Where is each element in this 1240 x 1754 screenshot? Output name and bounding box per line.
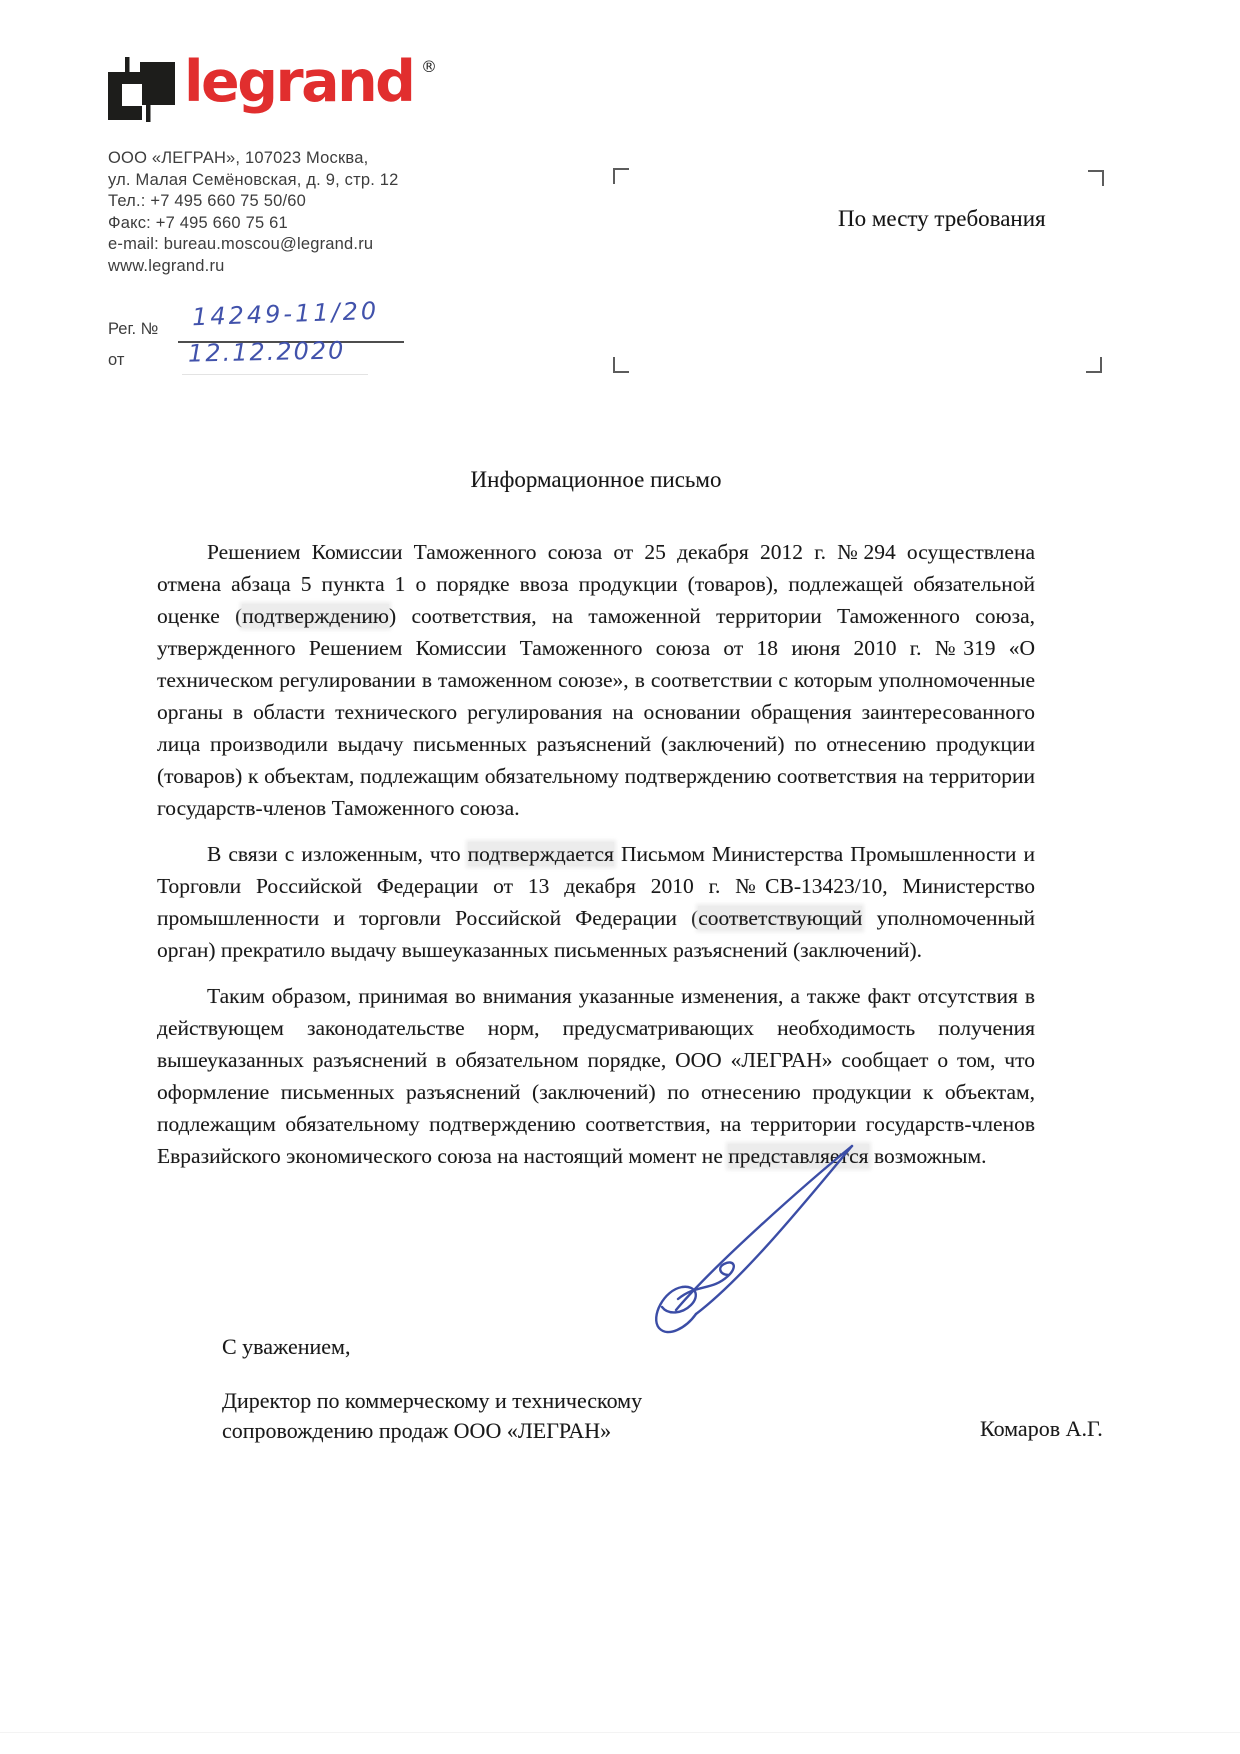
- signer-job-title: [222, 1386, 642, 1446]
- contact-line: ул. Малая Семёновская, д. 9, стр. 12: [108, 170, 399, 189]
- contact-line: Факс: +7 495 660 75 61: [108, 213, 288, 232]
- registered-trademark-symbol: ®: [421, 57, 437, 76]
- reg-number-label: Рег. №: [108, 320, 159, 338]
- date-underline: [182, 374, 368, 375]
- signer-name: Комаров А.Г.: [980, 1416, 1103, 1441]
- handwritten-signature-ink: [638, 1138, 878, 1343]
- contact-line: www.legrand.ru: [108, 256, 225, 275]
- legrand-logo-mark-icon: [108, 54, 175, 127]
- legrand-wordmark: legrand: [184, 49, 414, 115]
- recipient-text: По месту требования: [838, 206, 1046, 231]
- scan-edge-artifact: [0, 1732, 1240, 1733]
- reg-number-handwritten-value: 14249-11/20: [191, 296, 380, 332]
- signer-job-title-line1: Директор по коммерческому и техническому: [222, 1388, 643, 1413]
- date-label: от: [108, 351, 125, 369]
- letter-body: [157, 536, 1035, 1186]
- contact-line: ООО «ЛЕГРАН», 107023 Москва,: [108, 149, 369, 167]
- address-corner-mark-top-right: [1088, 170, 1104, 186]
- contact-line: e-mail: bureau.moscou@legrand.ru: [108, 235, 374, 253]
- address-corner-mark-bottom-right: [1086, 357, 1102, 373]
- paragraph: Решением Комиссии Таможенного союза от 25 декабря 2012 г. №294 осуществлена отмена абзаца 5 пункта 1 о порядке ввоза продукции (товаров), подлежащей обязательной оценке (подтверждению) соответствия, на таможенной территории Таможенного союза, утвержденного Решением Комиссии Таможенного союза от 18 июня 2010 г. №319 «О техническом регулировании в таможенном союзе», в соответствии с которым уполномоченные органы в области технического регулирования на основании обращения заинтересованного лица производили выдачу письменных разъяснений (заключений) по отнесению продукции (товаров) к объектам, подлежащим обязательному подтверждению соответствия на территории государств-членов Таможенного союза.: [157, 540, 1035, 820]
- address-corner-mark-top-left: [613, 168, 629, 184]
- paragraph: Таким образом, принимая во внимания указанные изменения, а также факт отсутствия в действующем законодательстве норм, предусматривающих необходимость получения вышеуказанных разъяснений в обязательном порядке, ООО «ЛЕГРАН» сообщает о том, что оформление письменных разъяснений (заключений) по отнесению продукции к объектам, подлежащим обязательному подтверждению соответствия, на территории государств-членов Евразийского экономического союза на настоящий момент не представляется возможным.: [157, 984, 1035, 1168]
- letter-title: Информационное письмо: [470, 467, 722, 492]
- signer-job-title-line2: сопровождению продаж ООО «ЛЕГРАН»: [222, 1418, 612, 1443]
- paragraph: В связи с изложенным, что подтверждается Письмом Министерства Промышленности и Торговли Российской Федерации от 13 декабря 2010 г. №СВ-13423/10, Министерство промышленности и торговли Российской Федерации (соответствующий уполномоченный орган) прекратило выдачу вышеуказанных письменных разъяснений (заключений).: [157, 842, 1035, 962]
- date-handwritten-value: 12.12.2020: [187, 336, 346, 368]
- contact-line: Тел.: +7 495 660 75 50/60: [108, 192, 307, 210]
- closing-salutation: С уважением,: [222, 1334, 351, 1359]
- address-corner-mark-bottom-left: [613, 357, 629, 373]
- contact-block: [108, 148, 399, 277]
